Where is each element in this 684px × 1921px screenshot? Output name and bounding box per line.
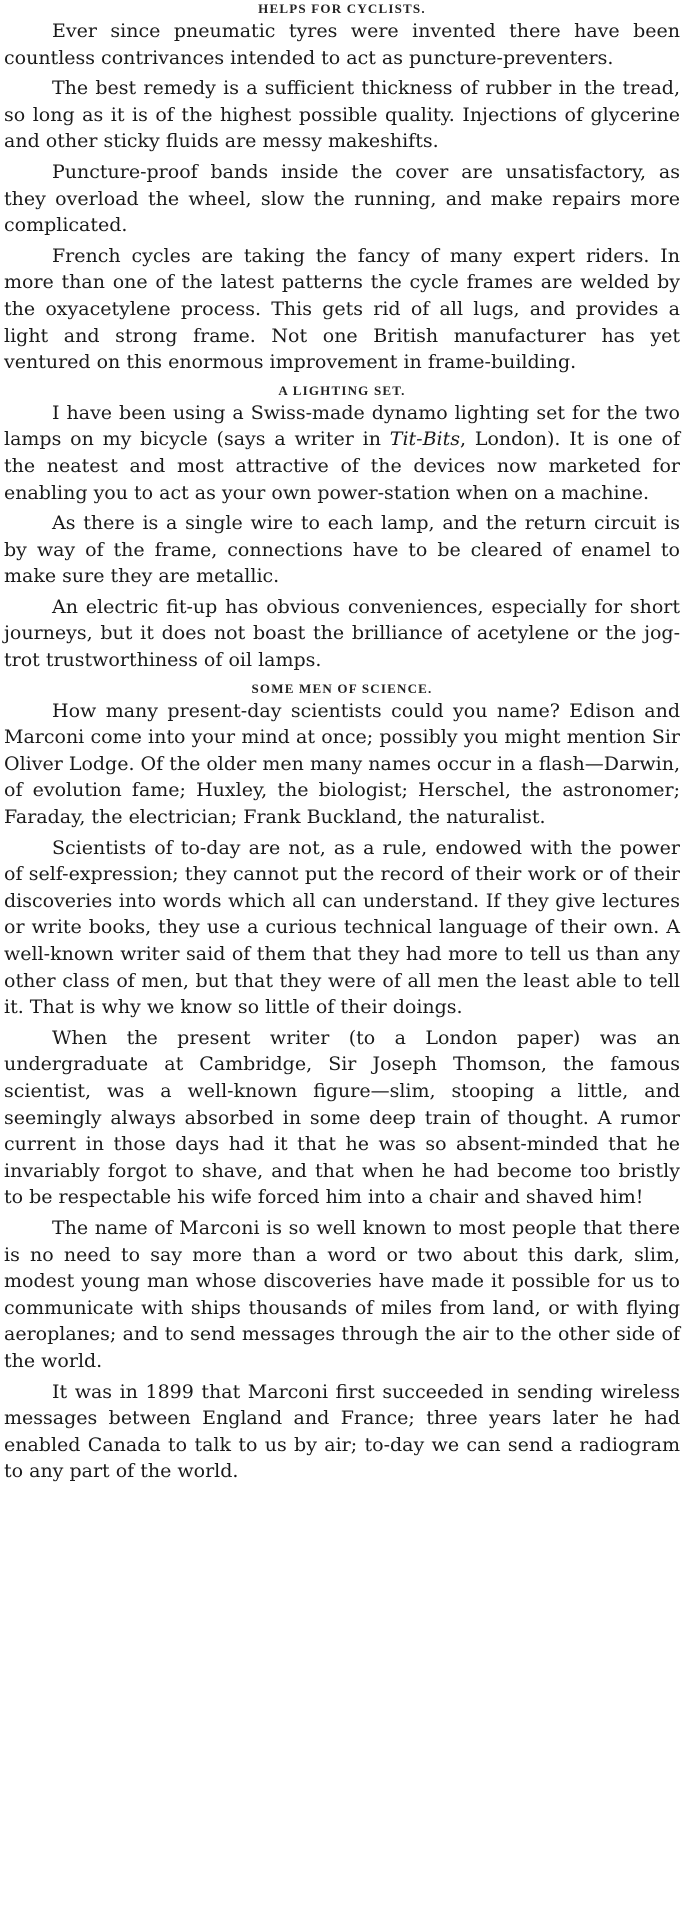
- paragraph: Ever since pneumatic tyres were invented there have been countless contrivances intended to act as puncture-preventers.: [4, 20, 680, 69]
- paragraph: As there is a single wire to each lamp, and the return circuit is by way of the frame, connections have to be cleared of enamel to make sure they are metallic.: [4, 512, 680, 588]
- paragraph: Puncture-proof bands inside the cover are unsatisfactory, as they overload the wheel, slow the running, and make repairs more complicated.: [4, 160, 680, 237]
- paragraph: When the present writer (to a London paper) was an undergraduate at Cambridge, Sir Joseph Thomson, the famous scientist, was a well-known figure—slim, stooping a little, and seemingly always absorbed in some deep train of thought. A rumor current in those days had it that he was so absent-minded that he invariably forgot to shave, and that when he had become too bristly to be respectable his wife forced him into a chair and shaved him!: [4, 1026, 680, 1209]
- paragraph: I have been using a Swiss-made dynamo lighting set for the two lamps on my bicycle (says a writer in Tit-Bits, London). It is one of the neatest and most attractive of the devices now marketed for enabling you to act as your own power-station when on a machine.: [4, 401, 680, 504]
- paragraph: How many present-day scientists could you name? Edison and Marconi come into your mind at once; possibly you might mention Sir Oliver Lodge. Of the older men many names occur in a flash—Darwin, of evolution fame; Huxley, the biologist; Herschel, the astronomer; Faraday, the electrician; Frank Buckland, the naturalist.: [4, 699, 680, 829]
- paragraph: The name of Marconi is so well known to most people that there is no need to say more than a word or two about this dark, slim, modest young man whose discoveries have made it possible for us to communicate with ships thousands of miles from land, or with flying aeroplanes; and to send messages through the air to the other side of the world.: [4, 1216, 680, 1372]
- section-lighting-set: [4, 382, 680, 674]
- section-helps-for-cyclists: [4, 0, 680, 376]
- section-heading: A LIGHTING SET.: [278, 382, 406, 398]
- publication-title: Tit-Bits: [389, 428, 460, 451]
- section-heading: HELPS FOR CYCLISTS.: [258, 1, 426, 16]
- section-men-of-science: [4, 680, 680, 1485]
- section-heading: SOME MEN OF SCIENCE.: [251, 680, 433, 696]
- paragraph: The best remedy is a sufficient thickness of rubber in the tread, so long as it is of the highest possible quality. Injections of glycerine and other sticky fluids are messy makeshifts.: [4, 77, 680, 153]
- paragraph: An electric fit-up has obvious conveniences, especially for short journeys, but it does not boast the brilliance of acetylene or the jog-trot trustworthiness of oil lamps.: [4, 595, 680, 672]
- paragraph: French cycles are taking the fancy of many expert riders. In more than one of the latest patterns the cycle frames are welded by the oxyacetylene process. This gets rid of all lugs, and provides a light and strong frame. Not one British manufacturer has yet ventured on this enormous improvement in frame-building.: [4, 244, 680, 374]
- paragraph: Scientists of to-day are not, as a rule, endowed with the power of self-expression; they cannot put the record of their work or of their discoveries into words which all can understand. If they give lectures or write books, they use a curious technical language of their own. A well-known writer said of them that they had more to tell us than any other class of men, but that they were of all men the least able to tell it. That is why we know so little of their doings.: [4, 836, 680, 1019]
- paragraph: It was in 1899 that Marconi first succeeded in sending wireless messages between England and France; three years later he had enabled Canada to talk to us by air; to-day we can send a radiogram to any part of the world.: [4, 1380, 680, 1483]
